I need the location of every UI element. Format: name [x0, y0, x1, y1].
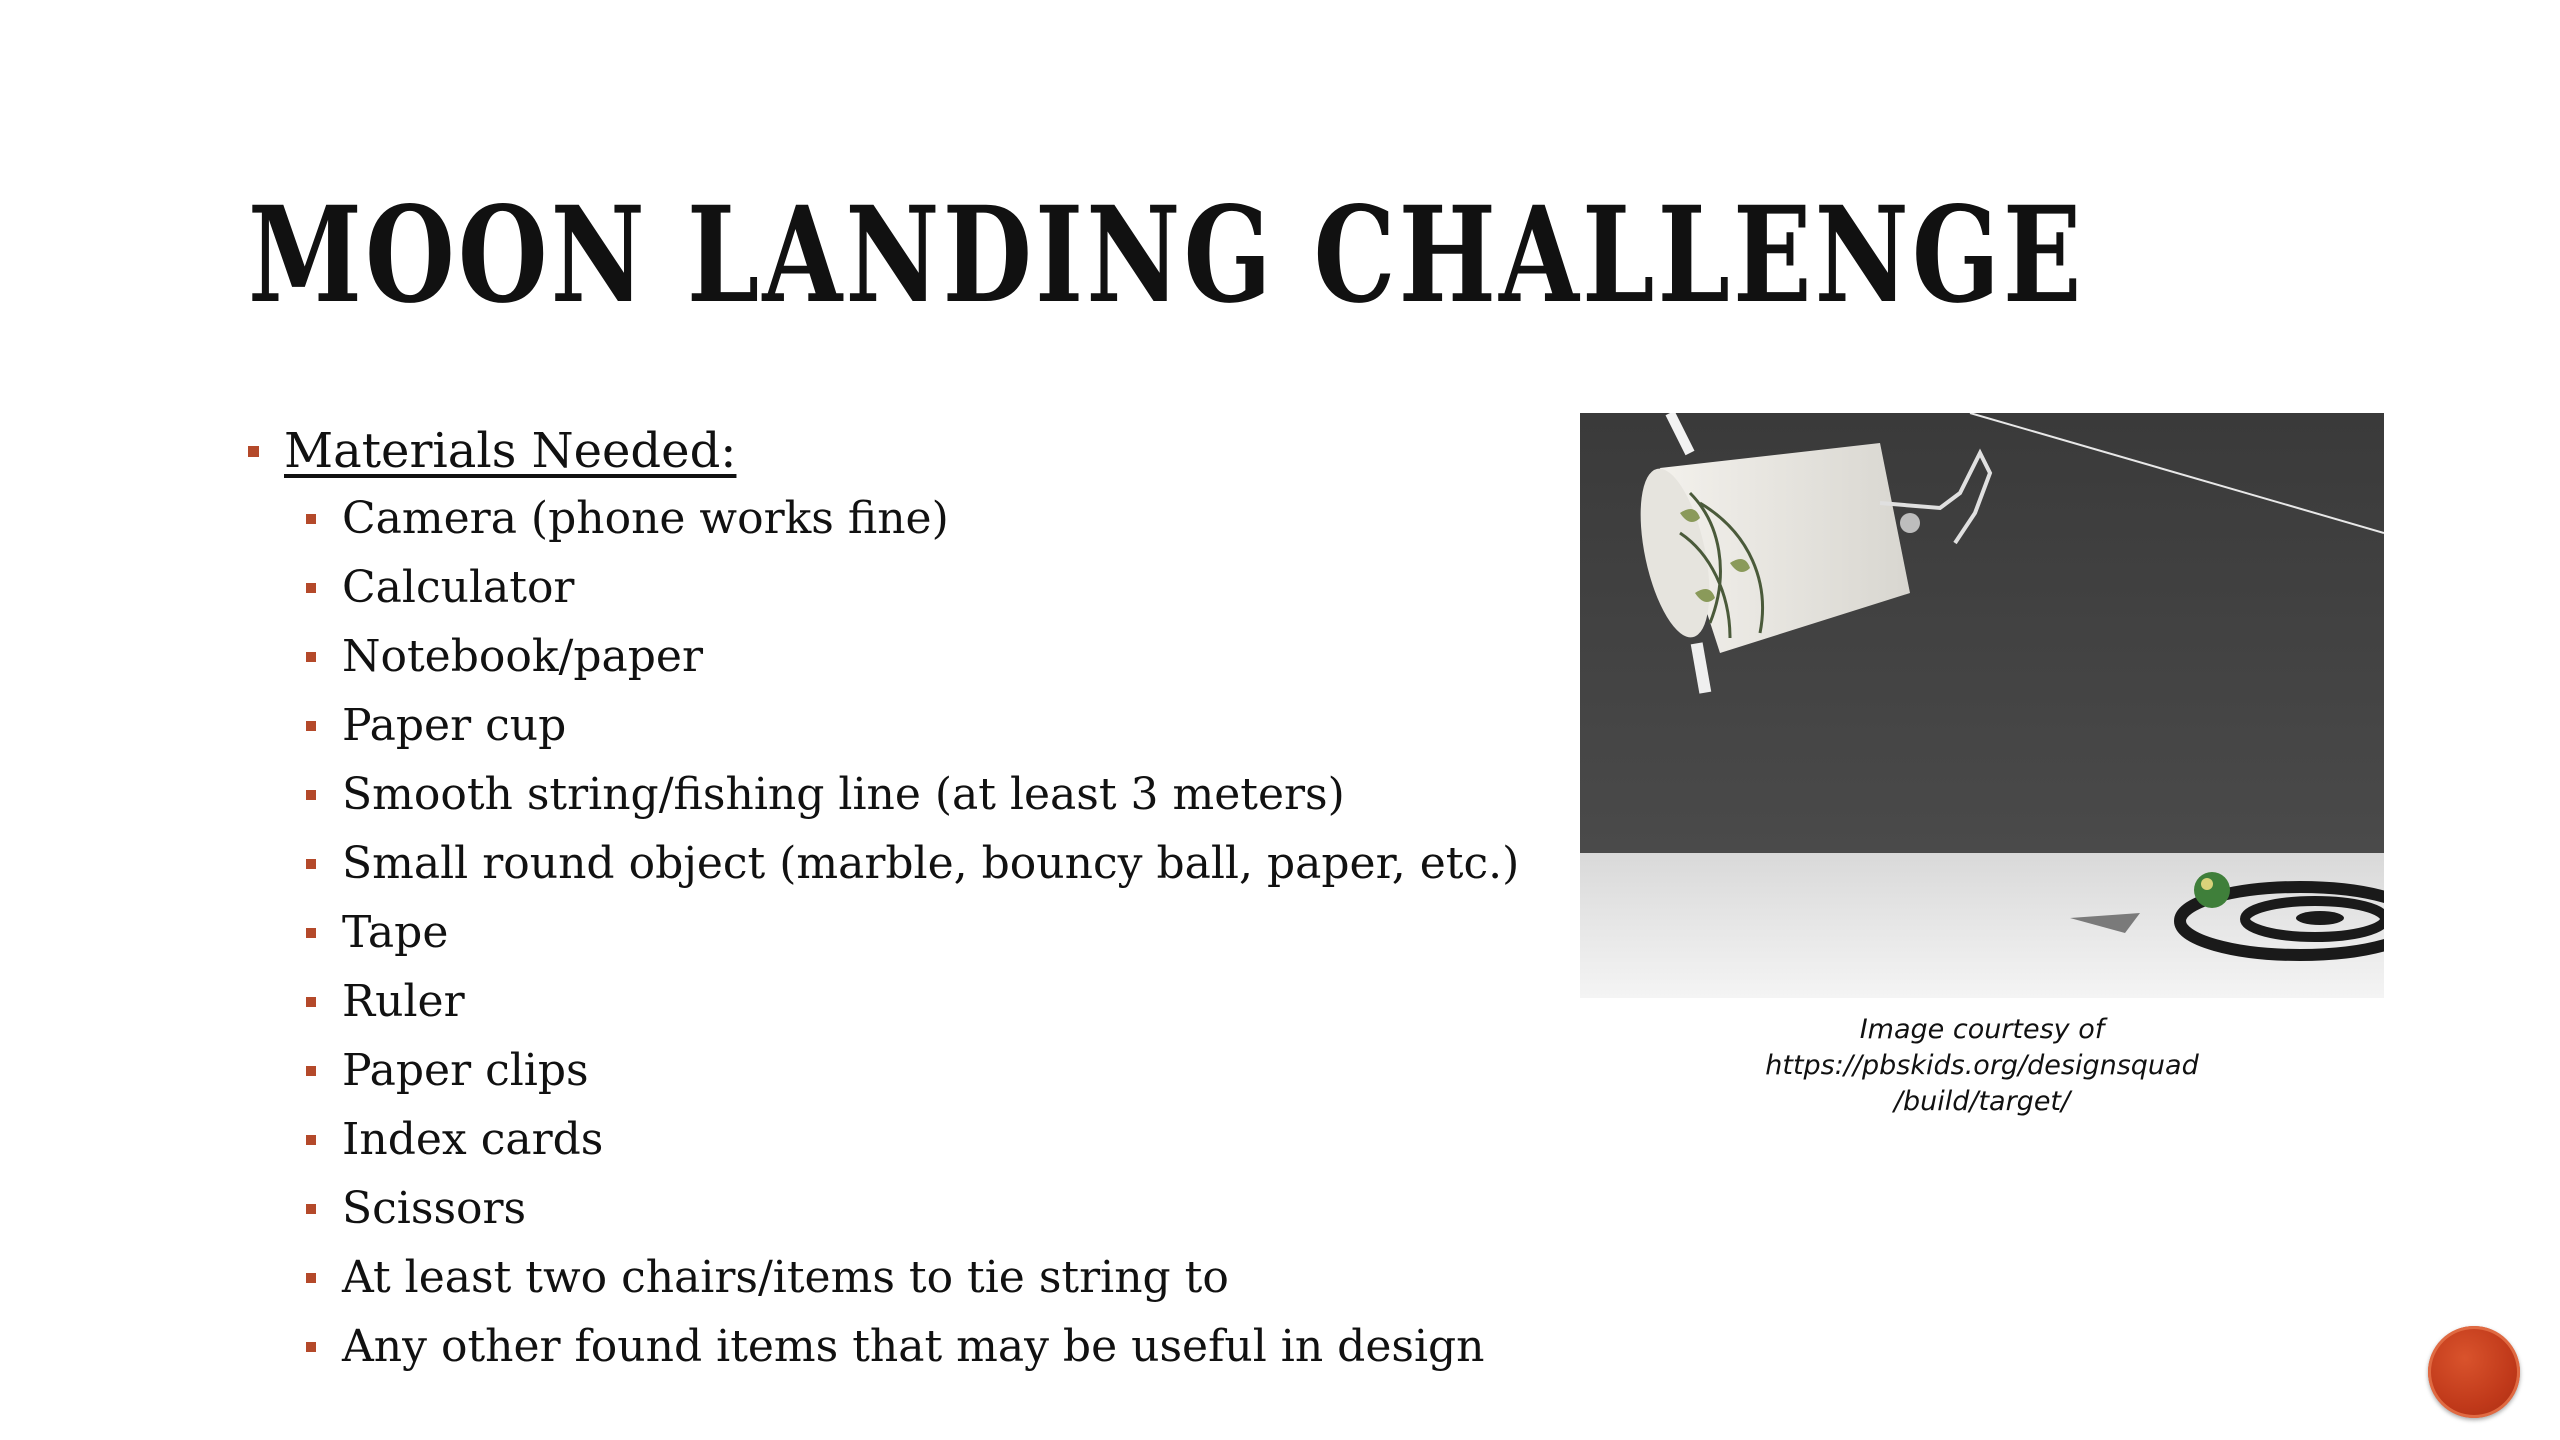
bullet-icon	[306, 514, 316, 524]
list-item-label: Ruler	[342, 976, 465, 1027]
slide-title: MOON LANDING CHALLENGE	[248, 178, 2085, 333]
paper-cup-lander-photo	[1580, 413, 2384, 998]
bullet-icon	[306, 652, 316, 662]
bullet-icon	[248, 446, 259, 457]
bullet-icon	[306, 1273, 316, 1283]
bullet-icon	[306, 859, 316, 869]
bullet-icon	[306, 721, 316, 731]
bullet-icon	[306, 1204, 316, 1214]
list-item	[306, 898, 1548, 967]
list-item	[306, 967, 1548, 1036]
list-item-label: Scissors	[342, 1183, 527, 1234]
bullet-icon	[306, 583, 316, 593]
materials-heading-label: Materials Needed:	[284, 423, 737, 479]
list-item	[306, 691, 1548, 760]
list-item	[306, 1105, 1548, 1174]
list-item-label: At least two chairs/items to tie string to	[342, 1252, 1229, 1303]
next-slide-button[interactable]	[2428, 1326, 2520, 1418]
list-item-label: Tape	[342, 907, 449, 958]
list-item-label: Paper cup	[342, 700, 567, 751]
list-item-label: Small round object (marble, bouncy ball, paper, etc.)	[342, 838, 1520, 889]
list-item-label: Index cards	[342, 1114, 604, 1165]
materials-heading	[248, 418, 1548, 484]
list-item-label: Paper clips	[342, 1045, 589, 1096]
list-item	[306, 1036, 1548, 1105]
bullet-icon	[306, 1135, 316, 1145]
bullet-icon	[306, 1342, 316, 1352]
list-item	[306, 484, 1548, 553]
bullet-icon	[306, 928, 316, 938]
list-item	[306, 1312, 1548, 1381]
caption-line: https://pbskids.org/designsquad	[1765, 1050, 2199, 1081]
list-item	[306, 553, 1548, 622]
list-item-label: Smooth string/fishing line (at least 3 meters)	[342, 769, 1345, 820]
bullet-icon	[306, 997, 316, 1007]
bullet-icon	[306, 1066, 316, 1076]
list-item	[306, 1174, 1548, 1243]
list-item	[306, 1243, 1548, 1312]
bullet-icon	[306, 790, 316, 800]
list-item-label: Any other found items that may be useful in design	[342, 1321, 1485, 1372]
list-item-label: Notebook/paper	[342, 631, 703, 682]
list-item-label: Camera (phone works fine)	[342, 493, 949, 544]
list-item	[306, 622, 1548, 691]
caption-line: /build/target/	[1893, 1086, 2071, 1117]
image-caption	[1580, 1012, 2384, 1120]
list-item	[306, 760, 1548, 829]
list-item	[306, 829, 1548, 898]
materials-content	[248, 418, 1548, 1381]
list-item-label: Calculator	[342, 562, 575, 613]
materials-list	[248, 484, 1548, 1381]
caption-line: Image courtesy of	[1859, 1014, 2105, 1045]
